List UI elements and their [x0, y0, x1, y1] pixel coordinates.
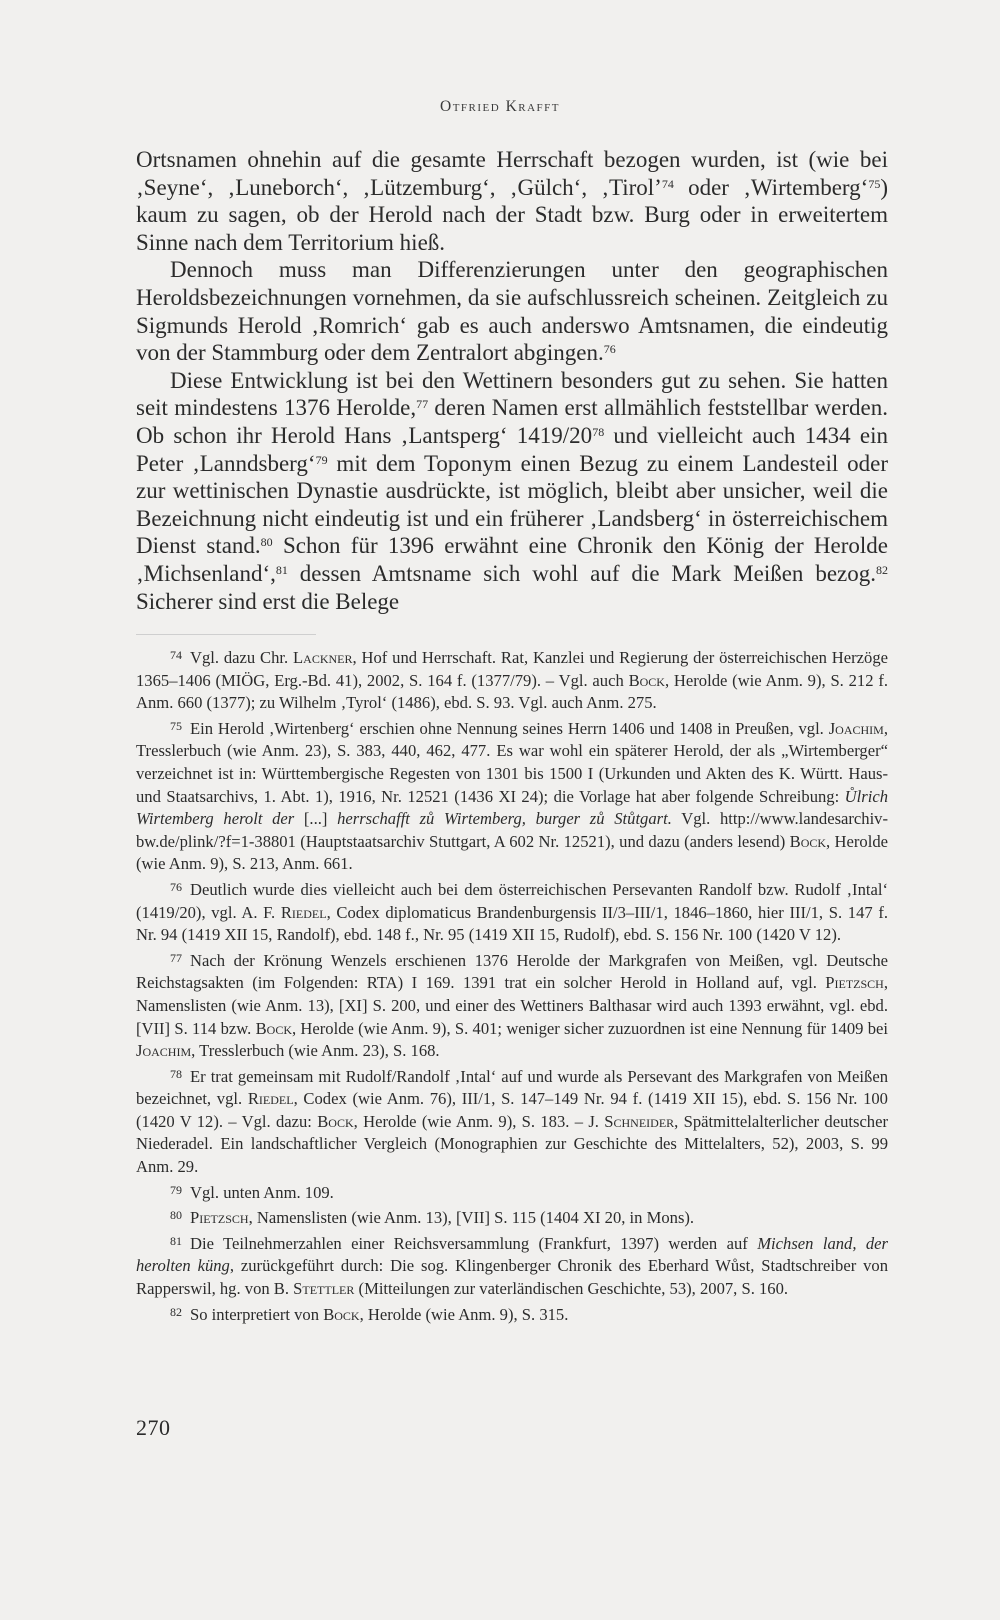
footnote-79: $^{79}$ Vgl. unten Anm. 109.: [170, 1182, 334, 1202]
running-head: Otfried Krafft: [440, 98, 560, 115]
footnote-76: $^{76}$ Deutlich wurde dies vielleicht auch bei dem österreichischen Persevanten Randolf bzw. Rudolf ‚Intal‘ (1419/20), vgl. A. F. Riedel, Codex diplomaticus Brandenburgensis II/3–III/1, 1846–1860, hier III/1, S. 147 f. Nr. 94 (1419 XII 15, Randolf), ebd. 148 f., Nr. 95 (1419 XII 15, Rudolf), ebd. S. 156 Nr. 100 (1420 V 12).: [136, 879, 888, 945]
footnote-74: $^{74}$ Vgl. dazu Chr. Lackner, Hof und Herrschaft. Rat, Kanzlei und Regierung der österreichischen Herzöge 1365–1406 (MIÖG, Erg.-Bd. 41), 2002, S. 164 f. (1377/79). – Vgl. auch Bock, Herolde (wie Anm. 9), S. 212 f. Anm. 660 (1377); zu Wilhelm ‚Tyrol‘ (1486), ebd. S. 93. Vgl. auch Anm. 275.: [136, 648, 888, 713]
page-number: 270: [136, 1415, 171, 1440]
footnote-81: $^{81}$ Die Teilnehmerzahlen einer Reichsversammlung (Frankfurt, 1397) werden auf Michsen land, der herolten küng, zurückgeführt durch: Die sog. Klingenberger Chronik des Eberhard Wůst, Stadtschreiber von Rapperswil, hg. von B. Stettler (Mitteilungen zur vaterländischen Geschichte, 53), 2007, S. 160.: [136, 1233, 889, 1299]
footnote-80: $^{80}$ Pietzsch, Namenslisten (wie Anm. 13), [VII] S. 115 (1404 XI 20, in Mons).: [170, 1208, 695, 1228]
footnote-ref-77[interactable]: 77: [416, 397, 429, 412]
footnote-ref-74[interactable]: 74: [661, 176, 674, 191]
paragraph-3: Diese Entwicklung ist bei den Wettinern besonders gut zu sehen. Sie hatten seit mindestens 1376 Herolde,$^{77}$ deren Namen erst allmählich feststellbar werden. Ob schon ihr Herold Hans ‚Lantsperg‘ $1419/20^{78}$ und vielleicht auch 1434 ein Peter ‚Lanndsberg‘$^{79}$ mit dem Toponym einen Bezug zu einem Landesteil oder zur wettinischen Dynastie ausdrückte, ist möglich, bleibt aber unsicher, weil die Bezeichnung nicht eindeutig ist und ein früherer ‚Landsberg‘ in österreichischem Dienst stand.$^{80}$ Schon für 1396 erwähnt eine Chronik den König der Herolde ‚Michsenland‘,$^{81}$ dessen Amtsname sich wohl auf die Mark Meißen bezog.$^{82}$ Sicherer sind erst die Belege: [136, 367, 889, 614]
main-text: [136, 146, 888, 615]
archive-link: Vgl. http://www.landesarchiv-bw.de/plink/?f=1-38801 (Hauptstaatsarchiv Stuttgart, A 602 Nr. 12521), und dazu (anders lesend): [136, 809, 889, 851]
footnote-ref-76[interactable]: 76: [603, 342, 616, 357]
paragraph-2: Dennoch muss man Differenzierungen unter den geographischen Heroldsbezeichnungen vornehmen, da sie aufschlussreich scheinen. Zeitgleich zu Sigmunds Herold ‚Romrich‘ gab es auch anderswo Amtsnamen, die eindeutig von der Stammburg oder dem Zentralort abgingen.$^{76}$: [136, 257, 888, 366]
footnote-ref-78[interactable]: 78: [592, 424, 605, 439]
footnote-ref-79[interactable]: 79: [315, 452, 328, 467]
footnote-78: $^{78}$ Er trat gemeinsam mit Rudolf/Randolf ‚Intal‘ auf und wurde als Persevant des Markgrafen von Meißen bezeichnet, vgl. Riedel, Codex (wie Anm. 76), III/1, S. 147–149 Nr. 94 f. (1419 XII 15), ebd. S. 156 Nr. 100 (1420 V 12). – Vgl. dazu: Bock, Herolde (wie Anm. 9), S. 183. – J. Schneider, Spätmittelalterlicher deutscher Niederadel. Ein landschaftlicher Vergleich (Monographien zur Geschichte des Mittelalters, 52), 2003, S. 99 Anm. 29.: [136, 1066, 888, 1177]
footnote-82: $^{82}$ So interpretiert von Bock, Herolde (wie Anm. 9), S. 315.: [170, 1304, 569, 1324]
footnote-ref-82[interactable]: 82: [876, 562, 888, 577]
footnote-77: $^{77}$ Nach der Krönung Wenzels erschienen 1376 Herolde der Markgrafen von Meißen, vgl. Deutsche Reichstagsakten (im Folgenden: RTA) I 169. 1391 trat ein solcher Herold in Holland auf, vgl. Pietzsch, Namenslisten (wie Anm. 13), [XI] S. 200, und einer des Wettiners Balthasar wird auch 1393 erwähnt, vgl. ebd. [VII] S. 114 bzw. Bock, Herolde (wie Anm. 9), S. 401; weniger sicher zuzuordnen ist eine Nennung für 1409 bei Joachim, Tresslerbuch (wie Anm. 23), S. 168.: [136, 950, 888, 1061]
footnote-ref-81[interactable]: 81: [275, 562, 288, 577]
footnote-divider: [136, 634, 316, 635]
paragraph-1: Ortsnamen ohnehin auf die gesamte Herrschaft bezogen wurden, ist (wie bei ‚Seyne‘, ‚Luneborch‘, ‚Lützemburg‘, ‚Gülch‘, ‚Tirol’$^{74}$ oder ‚Wirtemberg‘$^{75}$) kaum zu sagen, ob der Herold nach der Stadt bzw. Burg oder in erweitertem Sinne nach dem Territorium hieß.: [136, 147, 888, 255]
footnotes: [136, 644, 888, 1326]
footnote-ref-80[interactable]: 80: [260, 535, 273, 550]
footnote-ref-75[interactable]: 75: [868, 176, 881, 191]
footnote-75: $^{75}$ Ein Herold ‚Wirtenberg‘ erschien ohne Nennung seines Herrn 1406 und 1408 in Preußen, vgl. Joachim, Tresslerbuch (wie Anm. 23), S. 383, 440, 462, 477. Es war wohl ein späterer Herold, der als „Wirtemberger“ verzeichnet ist in: Württembergische Regesten von 1301 bis 1500 I (Urkunden und Akten des K. Württ. Haus- und Staatsarchivs, 1. Abt. 1), 1916, Nr. 12521 (1436 XI 24); die Vorlage hat aber folgende Schreibung: Ůlrich Wirtemberg herolt der [...] herrschafft zů Wirtemberg, burger zů Stůtgart. Vgl. http://www.landesarchiv-bw.de/plink/?f=1-38801 (Hauptstaatsarchiv Stuttgart, A 602 Nr. 12521), und dazu (anders lesend) Bock, Herolde (wie Anm. 9), S. 213, Anm. 661.: [136, 718, 889, 874]
